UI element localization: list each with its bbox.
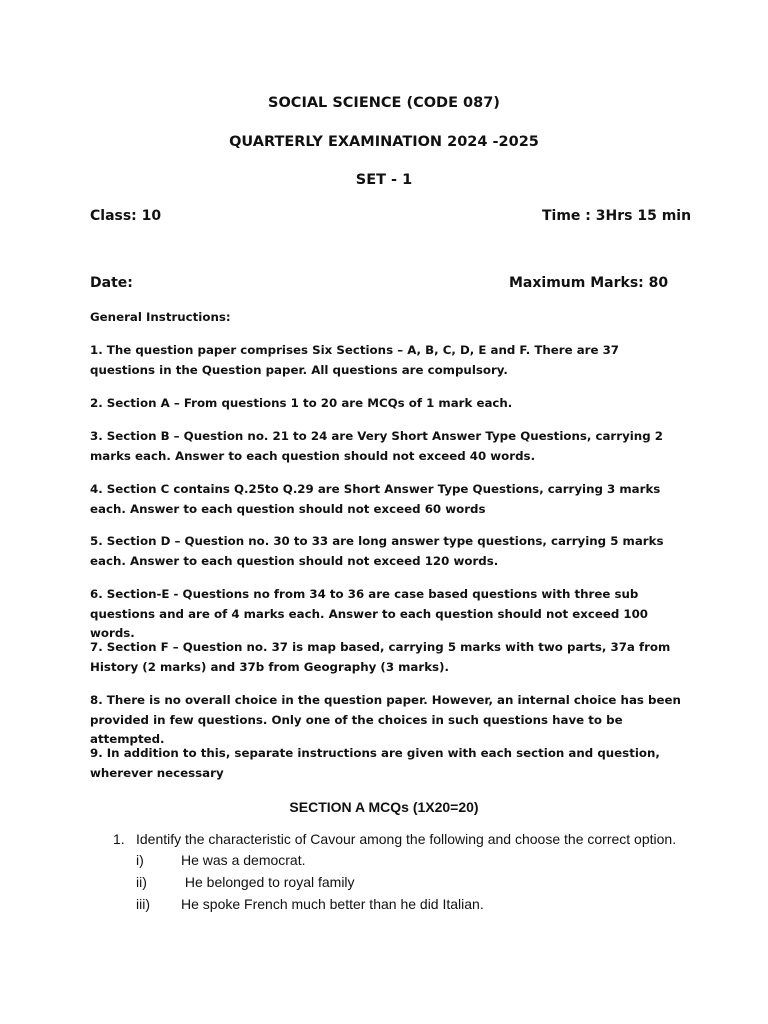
class-label: Class: 10: [90, 208, 162, 224]
subject-title: SOCIAL SCIENCE (CODE 087): [268, 95, 500, 111]
instruction-item: 9. In addition to this, separate instructions are given with each section and question, wherever necessary: [90, 746, 660, 780]
max-marks-label: Maximum Marks: 80: [509, 275, 669, 291]
option-text: He spoke French much better than he did Italian.: [181, 896, 484, 912]
instruction-item: 3. Section B – Question no. 21 to 24 are Very Short Answer Type Questions, carrying 2 marks each. Answer to each question should not exceed 40 words.: [90, 429, 663, 463]
question-number: 1.: [113, 831, 125, 847]
option-label: i): [136, 852, 144, 868]
option-text: He belonged to royal family: [181, 874, 355, 890]
instructions-heading: General Instructions:: [90, 310, 231, 324]
instruction-item: 5. Section D – Question no. 30 to 33 are long answer type questions, carrying 5 marks each. Answer to each question should not exceed 120 words.: [90, 534, 664, 568]
exam-title: QUARTERLY EXAMINATION 2024 -2025: [229, 134, 539, 150]
instruction-item: 8. There is no overall choice in the question paper. However, an internal choice has been provided in few questions. Only one of the choices in such questions have to be attempted.: [90, 693, 681, 746]
instruction-item: 1. The question paper comprises Six Sections – A, B, C, D, E and F. There are 37 questions in the Question paper. All questions are compulsory.: [90, 343, 620, 377]
option-label: ii): [136, 874, 147, 890]
set-label: SET - 1: [355, 172, 413, 188]
question-text: Identify the characteristic of Cavour among the following and choose the correct option.: [136, 831, 677, 847]
option-label: iii): [136, 896, 150, 912]
instruction-item: 2. Section A – From questions 1 to 20 are MCQs of 1 mark each.: [90, 396, 513, 410]
instruction-item: 6. Section-E - Questions no from 34 to 36 are case based questions with three sub questions and are of 4 marks each. Answer to each question should not exceed 100 words.: [90, 587, 649, 640]
section-a-title: SECTION A MCQs (1X20=20): [289, 799, 479, 815]
date-label: Date:: [90, 275, 133, 291]
instruction-item: 7. Section F – Question no. 37 is map based, carrying 5 marks with two parts, 37a from History (2 marks) and 37b from Geography (3 marks).: [90, 640, 671, 674]
instruction-item: 4. Section C contains Q.25to Q.29 are Short Answer Type Questions, carrying 3 marks each. Answer to each question should not exceed 60 words: [90, 482, 661, 516]
time-label: Time : 3Hrs 15 min: [542, 208, 692, 224]
option-text: He was a democrat.: [181, 852, 306, 868]
